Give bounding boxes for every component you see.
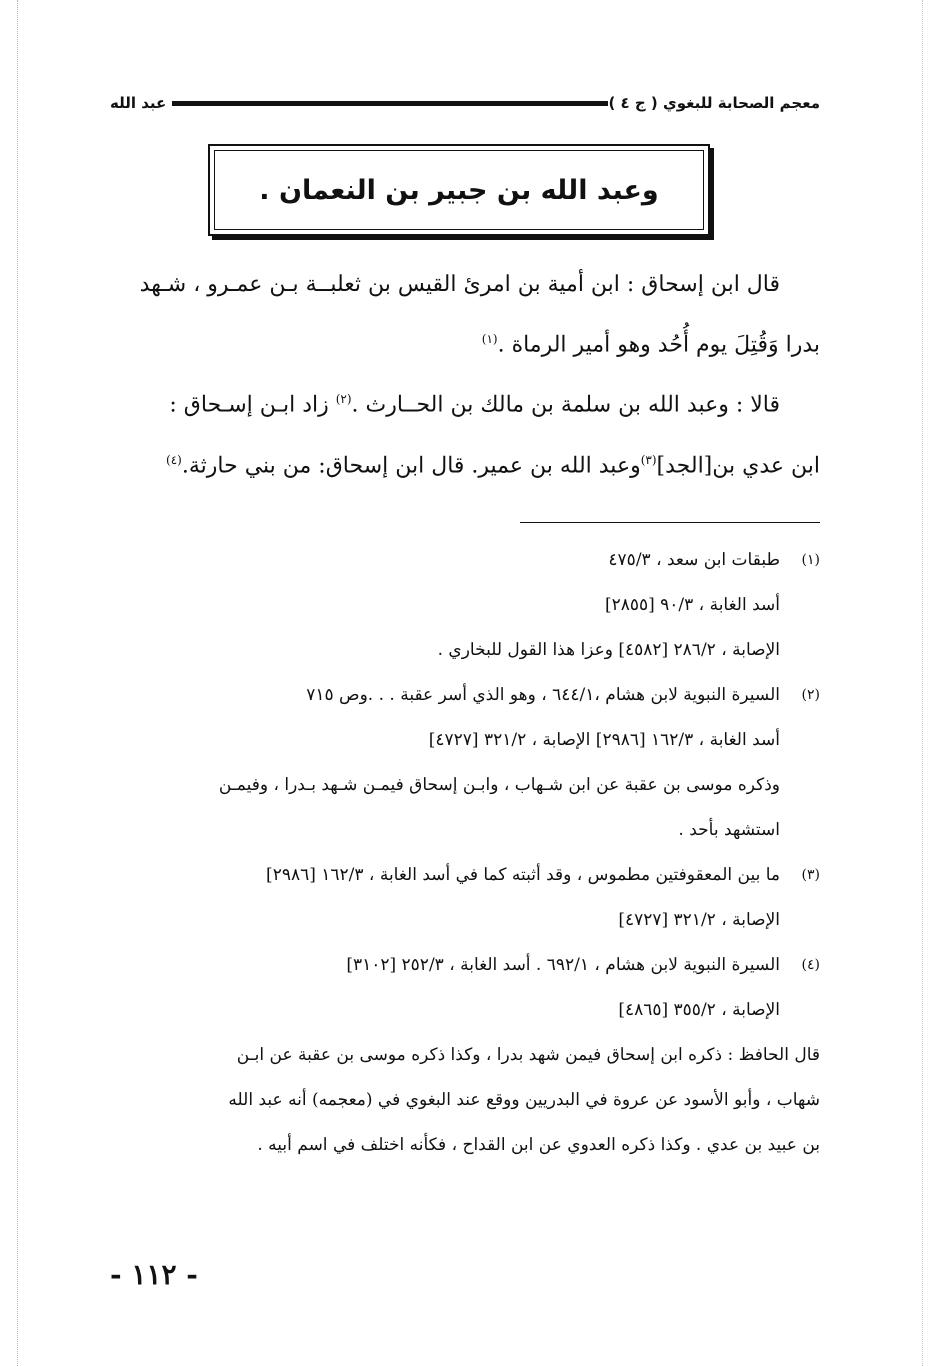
footnote-line: الإصابة ، ٢٨٦/٢ [٤٥٨٢] وعزا هذا القول للبخاري . <box>437 640 780 660</box>
main-line: زاد ابـن إسـحاق : <box>169 392 336 418</box>
footnote-number: (٢) <box>801 687 820 703</box>
page-number: - ١١٢ - <box>110 1258 198 1291</box>
main-line: وعبد الله بن عمير. قال ابن إسحاق: من بني حارثة. <box>181 452 641 478</box>
footnote-line: ما بين المعقوفتين مطموس ، وقد أثبته كما في أسد الغابة ، ١٦٢/٣ [٢٩٨٦] <box>266 865 780 885</box>
footnotes <box>105 538 820 1168</box>
main-paragraph-2 <box>105 372 820 432</box>
footnote-line: أسد الغابة ، ٩٠/٣ [٢٨٥٥] <box>604 595 780 615</box>
footnote-ref-1: (١) <box>481 332 498 346</box>
footnote-line: السيرة النبوية لابن هشام ،٦٤٤/١ ، وهو الذي أسر عقبة . . .وص ٧١٥ <box>306 685 780 705</box>
footnote-line: استشهد بأحد . <box>678 820 780 840</box>
footnote-line: أسد الغابة ، ١٦٢/٣ [٢٩٨٦] الإصابة ، ٣٢١/٢ [٤٧٢٧] <box>428 730 780 750</box>
main-text <box>105 258 820 493</box>
footnote-number: (٤) <box>801 957 820 973</box>
main-paragraph-2-cont <box>105 433 820 493</box>
scan-edge-left <box>17 0 18 1366</box>
footnote-3 <box>105 853 820 898</box>
main-line: ابن عدي بن[الجد] <box>656 452 820 478</box>
footnote-2 <box>105 673 820 718</box>
footnote-line: شهاب ، وأبو الأسود عن عروة في البدريين ووقع عند البغوي في (معجمه) أنه عبد الله <box>228 1090 820 1110</box>
footnote-ref-2: (٢) <box>335 392 352 407</box>
footnote-line: قال الحافظ : ذكره ابن إسحاق فيمن شهد بدرا ، وكذا ذكره موسى بن عقبة عن ابـن <box>236 1045 820 1065</box>
entry-title: وعبد الله بن جبير بن النعمان . <box>214 150 704 230</box>
scan-edge-right <box>922 0 923 1366</box>
header-rule <box>172 101 608 106</box>
main-line: بدرا وَقُتِلَ يوم أُحُد وهو أمير الرماة . <box>497 332 820 358</box>
footnote-ref-4: (٤) <box>166 452 182 467</box>
footnote-4 <box>105 943 820 988</box>
main-paragraph-1 <box>105 258 820 312</box>
footnote-ref-3: (٣) <box>640 452 657 467</box>
footnote-number: (١) <box>801 552 820 568</box>
footnote-line: الإصابة ، ٣٥٥/٢ [٤٨٦٥] <box>618 1000 780 1020</box>
footnote-number: (٣) <box>801 867 820 883</box>
footnote-line: وذكره موسى بن عقبة عن ابن شـهاب ، وابـن إسحاق فيمـن شـهد بـدرا ، وفيمـن <box>218 775 780 795</box>
footnote-separator <box>520 522 820 523</box>
footnote-1 <box>105 538 820 583</box>
header-book-title: معجم الصحابة للبغوي ( ج ٤ ) <box>608 94 820 112</box>
footnote-line: الإصابة ، ٣٢١/٢ [٤٧٢٧] <box>618 910 780 930</box>
footnote-line: السيرة النبوية لابن هشام ، ٦٩٢/١ . أسد الغابة ، ٢٥٢/٣ [٣١٠٢] <box>346 955 780 975</box>
main-line: قالا : وعبد الله بن سلمة بن مالك بن الحــارث . <box>351 392 780 418</box>
running-header <box>110 92 820 118</box>
entry-title-box <box>208 144 710 236</box>
footnote-line: بن عبيد بن عدي . وكذا ذكره العدوي عن ابن القداح ، فكأنه اختلف في اسم أبيه . <box>257 1135 820 1155</box>
main-paragraph-1-cont <box>105 312 820 372</box>
footnote-line: طبقات ابن سعد ، ٤٧٥/٣ <box>608 550 780 570</box>
header-section-name: عبد الله <box>110 94 167 112</box>
main-line: قال ابن إسحاق : ابن أمية بن امرئ القيس بن ثعلبــة بـن عمـرو ، شـهد <box>139 272 780 297</box>
